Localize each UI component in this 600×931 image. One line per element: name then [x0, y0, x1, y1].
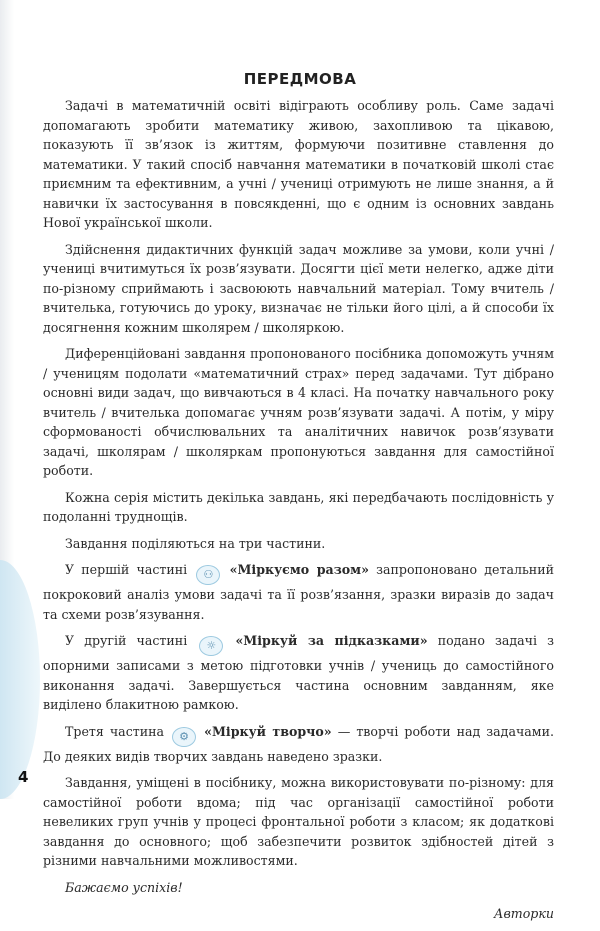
part3-name: «Міркуй творчо»	[204, 723, 332, 739]
page-title: ПЕРЕДМОВА	[243, 70, 357, 88]
paragraph: Завдання поділяються на три частини.	[65, 535, 326, 551]
part2-lead: У другій частині	[65, 633, 188, 648]
part2-name: «Міркуй за підказками»	[235, 633, 428, 648]
paragraph-closing: Завдання, уміщені в посібнику, можна використовувати по-різному: для самостійної роботи вдома; під час організації самостійної роботи невеликих груп учнів у процесі фронтальної роботи з класом; як додаткові завдання до основного; щоб забезпечити розвиток здібностей дітей з різними навчальними можливостями.	[43, 775, 554, 868]
part1-lead: У першій частині	[65, 562, 188, 577]
preface-body	[43, 96, 554, 931]
page-number: 4	[18, 768, 29, 786]
part3-text: — творчі роботи над задачами. До деяких видів творчих завдань наведено зразки.	[43, 723, 554, 764]
paragraph-part1	[43, 560, 554, 624]
part1-name: «Міркуємо разом»	[229, 562, 369, 577]
lightbulb-icon: ☼	[199, 636, 223, 656]
group-discussion-icon: ⚇	[196, 565, 220, 585]
paragraph: Здійснення дидактичних функцій задач можливе за умови, коли учні / учениці вчитимуться їх розв’язувати. Досягти цієї мети нелегко, адже діти по-різному сприймають і засвоюють навчальний матеріал. Тому вчитель / вчителька, готуючись до уроку, визначає не тільки його цілі, а й способи їх досягнення кожним школярем / школяркою.	[43, 241, 554, 335]
head-gears-icon: ⚙	[172, 727, 196, 747]
paragraph-part2	[43, 631, 554, 715]
paragraph: Диференційовані завдання пропонованого посібника допоможуть учням / ученицям подолати «математичний страх» перед задачами. Тут дібрано основні види задач, що вивчаються в 4 класі. На початку навчального року вчитель / вчителька допомагає учням розв’язувати задачі. А потім, у міру сформованості обчислювальних та аналітичних навичок розв’язувати задачі, школярам / школяркам пропонуються завдання для самостійної роботи.	[43, 346, 554, 478]
part2-text: подано задачі з опорними записами з метою підготовки учнів / учениць до самостійного виконання задачі. Завершується частина основним завданням, яке виділено блакитною рамкою.	[43, 633, 554, 712]
part3-lead: Третя частина	[65, 723, 165, 739]
paragraph: Задачі в математичній освіті відіграють особливу роль. Саме задачі допомагають зробити математику живою, захопливою та цікавою, показують її зв’язок із життям, формуючи позитивне ставлення до математики. У такий спосіб навчання математики в початковій школі стає приємним та ефективним, а учні / учениці отримують не лише знання, а й навички їх застосування в повсякденні, що є одним із основних завдань Нової української школи.	[43, 98, 554, 230]
wish-text: Бажаємо успіхів!	[65, 879, 183, 895]
authors-signature: Авторки	[493, 906, 554, 921]
decorative-wave	[0, 560, 40, 799]
paragraph-part3	[43, 722, 554, 767]
paragraph: Кожна серія містить декілька завдань, які передбачають послідовність у подоланні труднощів.	[43, 489, 554, 524]
part1-text: запропоновано детальний покроковий аналіз умови задачі та її розв’язання, зразки виразів до задач та схеми розв’язування.	[43, 562, 554, 622]
